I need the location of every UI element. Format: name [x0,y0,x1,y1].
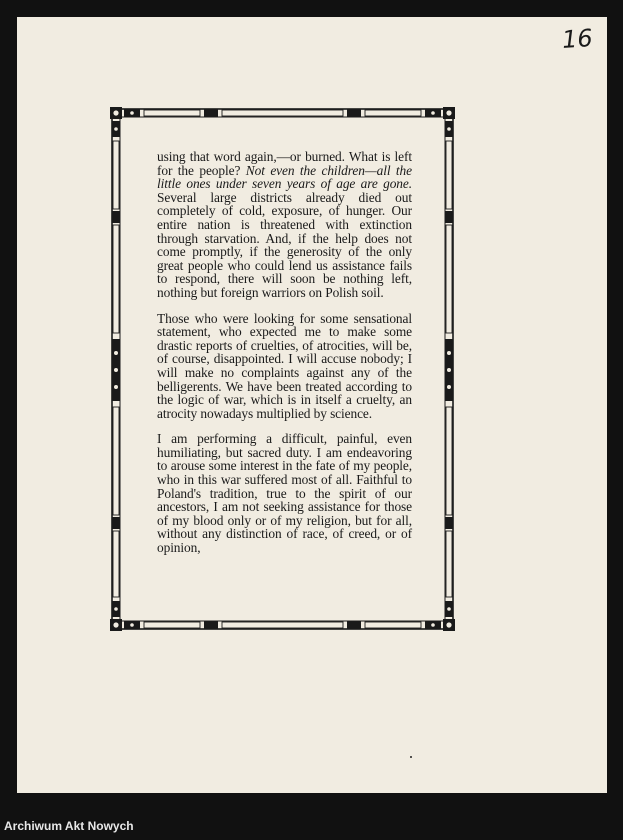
archive-watermark: Archiwum Akt Nowych [4,819,134,833]
paragraph-1-start: using that word again,—or burned. What is left for the people? [157,149,412,178]
ink-speck [410,756,412,758]
page-number: 16 [561,23,594,55]
paragraph-3: I am performing a difficult, painful, even humiliating, but sacred duty. I am endeavoring to arouse some interest in the fate of my people, who in this war suffered most of all. Faithful to Poland's tradition, true to the spirit of our ancestors, I am not seeking assistance for those of my blood only or of my religion, but for all, without any distinction of race, of creed, or of opinion, [157,431,412,556]
paragraph-1-italic: Not even the children—all the little ones under seven years of age are gone. [157,162,412,192]
paragraph-1-end: Several large districts already died out completely of cold, exposure, of hunger. Our entire nation is threatened with extinction through starvation. And, if the help does not come promptly, if the generosity of the only great people who could lend us assistance fails to respond, there will soon be nothing left, nothing but foreign warriors on Polish soil. [157,189,412,300]
paragraph-1 [157,150,412,300]
body-text [157,150,412,567]
paragraph-2: Those who were looking for some sensational statement, who expected me to make some drastic reports of cruelties, of atrocities, will be, of course, disappointed. I will accuse nobody; I will make no complaints against any of the belligerents. We have been treated according to the logic of war, which is in itself a cruelty, an atrocity nowadays multiplied by science. [157,310,412,421]
